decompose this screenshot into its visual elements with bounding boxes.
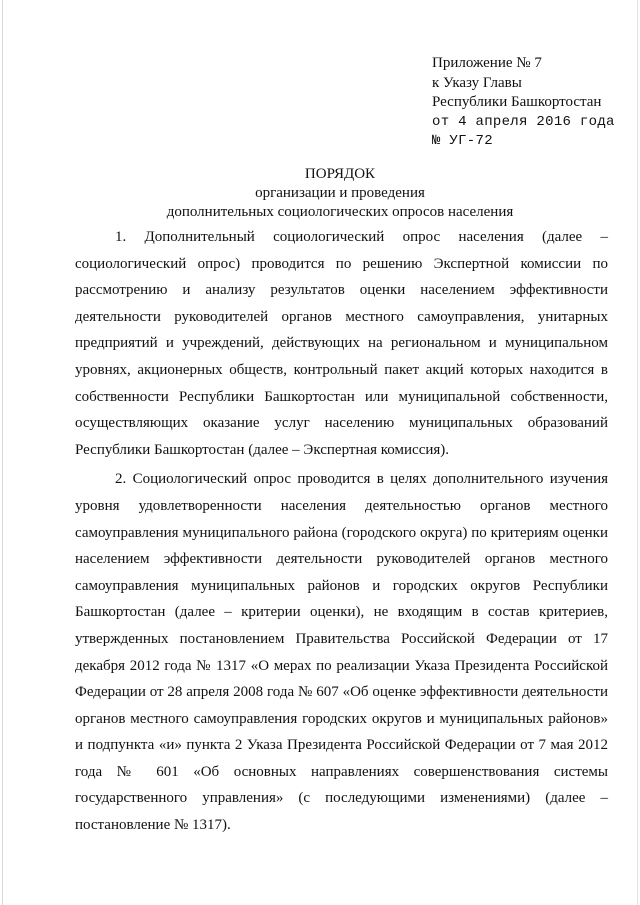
appendix-decree-ref: к Указу Главы (432, 74, 522, 91)
document-heading (70, 165, 610, 222)
scan-edge-left (2, 0, 3, 905)
appendix-number: Приложение № 7 (432, 55, 542, 71)
document-body (75, 224, 608, 842)
appendix-republic: Республики Башкортостан (432, 94, 602, 110)
appendix-date: от 4 апреля 2016 года (432, 113, 615, 130)
scan-edge-right (637, 0, 638, 905)
paragraph-2: 2. Социологический опрос проводится в целях дополнительного изучения уровня удовлетворенности населения деятельностью органов местного самоуправления муниципального района (городского округа) по критериям оценки населением эффективности деятельности руководителей органов местного самоуправления муниципальных районов и городских округов Республики Башкортостан (далее – критерии оценки), не входящим в состав критериев, утвержденных постановлением Правительства Российской Федерации от 17 декабря 2012 года № 1317 «О мерах по реализации Указа Президента Российской Федерации от 28 апреля 2008 года № 607 «Об оценке эффективности деятельности органов местного самоуправления городских округов и муниципальных районов» и подпункта «и» пункта 2 Указа Президента Российской Федерации от 7 мая 2012 года № 601 «Об основных направлениях совершенствования системы государственного управления» (с последующими изменениями) (далее – постановление № 1317). (75, 471, 608, 834)
document-subtitle-line2: дополнительных социологических опросов населения (166, 204, 514, 220)
document-title: ПОРЯДОК (304, 166, 376, 182)
appendix-decree-number: № УГ-72 (432, 133, 493, 149)
document-subtitle-line1: организации и проведения (255, 185, 425, 201)
appendix-header (432, 54, 632, 152)
paragraph-1: 1. Дополнительный социологический опрос населения (далее – социологический опрос) проводится по решению Экспертной комиссии по рассмотрению и анализу результатов оценки населением эффективности деятельности руководителей органов местного самоуправления, унитарных предприятий и учреждений, действующих на региональном и муниципальном уровнях, акционерных обществ, контрольный пакет акций которых находится в собственности Республики Башкортостан или муниципальной собственности, осуществляющих оказание услуг населению муниципальных образований Республики Башкортостан (далее – Экспертная комиссия). (75, 229, 608, 458)
